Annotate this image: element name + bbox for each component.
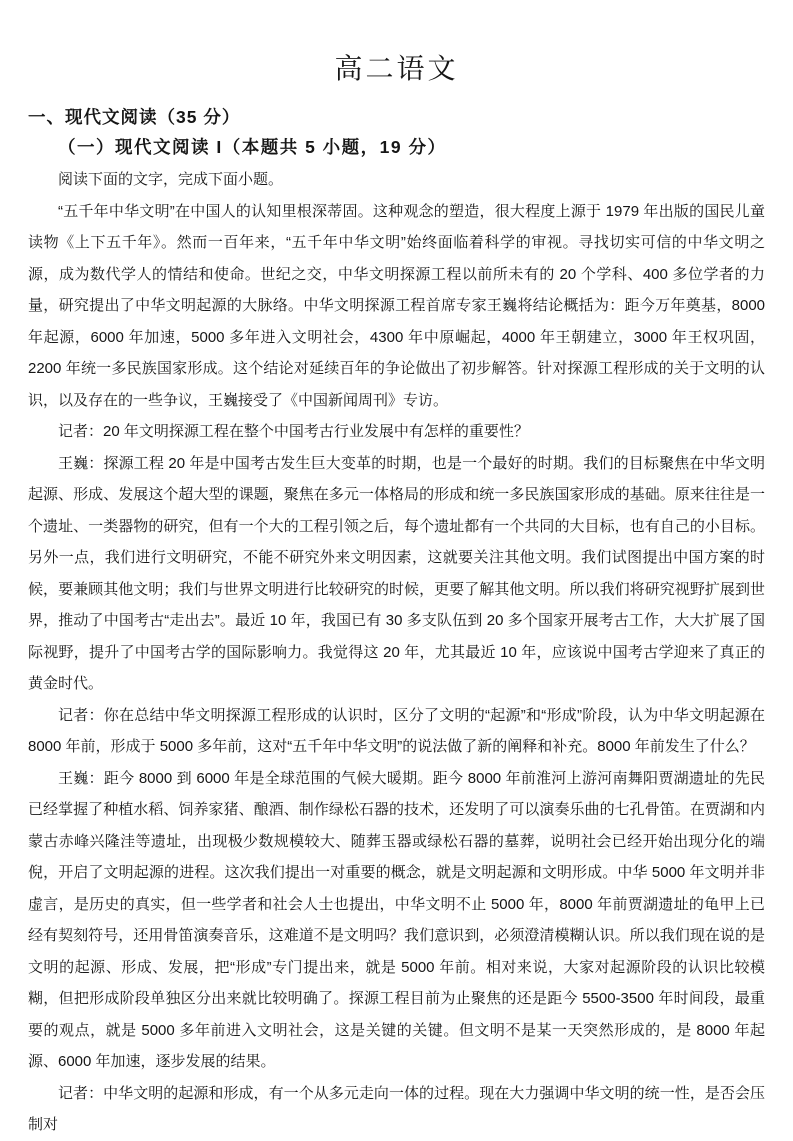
reporter-question-1: 记者：20 年文明探源工程在整个中国考古行业发展中有怎样的重要性？ (58, 423, 529, 440)
page-title: 高二语文 (334, 53, 459, 84)
reporter-question-3: 记者：中华文明的起源和形成，有一个从多元走向一体的过程。现在大力强调中华文明的统一性，是否会压制对 (28, 1084, 765, 1133)
interviewee-answer-1: 王巍：探源工程 20 年是中国考古发生巨大变革的时期，也是一个最好的时期。我们的目标聚焦在中华文明起源、形成、发展这个超大型的课题，聚焦在多元一体格局的形成和统一多民族国家形成的基础。原来往往是一个遗址、一类器物的研究，但有一个大的工程引领之后，每个遗址都有一个共同的大目标，也有自己的小目标。另外一点，我们进行文明研究，不能不研究外来文明因素，这就要关注其他文明。我们试图提出中国方案的时候，要兼顾其他文明；我们与世界文明进行比较研究的时候，更要了解其他文明。所以我们将研究视野扩展到世界，推动了中国考古“走出去”。最近 10 年，我国已有 30 多支队伍到 20 多个国家开展考古工作，大大扩展了国际视野，提升了中国考古学的国际影响力。我觉得这 20 年，尤其最近 10 年，应该说中国考古学迎来了真正的黄金时代。 (28, 454, 765, 692)
reporter-question-2: 记者：你在总结中华文明探源工程形成的认识时，区分了文明的“起源”和“形成”阶段，认为中华文明起源在 8000 年前，形成于 5000 多年前，这对“五千年中华文明”的说法做了新的阐释和补充。8000 年前发生了什么？ (28, 706, 765, 755)
subsection-heading: （一）现代文阅读 I（本题共 5 小题，19 分） (58, 137, 447, 157)
section-heading: 一、现代文阅读（35 分） (28, 107, 241, 127)
intro-paragraph: “五千年中华文明”在中国人的认知里根深蒂固。这种观念的塑造，很大程度上源于 1979 年出版的国民儿童读物《上下五千年》。然而一百年来，“五千年中华文明”始终面临着科学的审视。寻找切实可信的中华文明之源，成为数代学人的情结和使命。世纪之交，中华文明探源工程以前所未有的 20 个学科、400 多位学者的力量，研究提出了中华文明起源的大脉络。中华文明探源工程首席专家王巍将结论概括为：距今万年奠基，8000 年起源，6000 年加速，5000 多年进入文明社会，4300 年中原崛起，4000 年王朝建立，3000 年王权巩固，2200 年统一多民族国家形成。这个结论对延续百年的争论做出了初步解答。针对探源工程形成的关于文明的认识，以及存在的一些争议，王巍接受了《中国新闻周刊》专访。 (28, 202, 765, 409)
instruction-text: 阅读下面的文字，完成下面小题。 (58, 171, 284, 188)
interviewee-answer-2: 王巍：距今 8000 到 6000 年是全球范围的气候大暖期。距今 8000 年前淮河上游河南舞阳贾湖遗址的先民已经掌握了种植水稻、饲养家猪、酿酒、制作绿松石器的技术，还发明了可以演奏乐曲的七孔骨笛。在贾湖和内蒙古赤峰兴隆洼等遗址，出现极少数规模较大、随葬玉器或绿松石器的墓葬，说明社会已经开始出现分化的端倪，开启了文明起源的进程。这次我们提出一对重要的概念，就是文明起源和文明形成。中华 5000 年文明并非虚言，是历史的真实，但一些学者和社会人士也提出，中华文明不止 5000 年，8000 年前贾湖遗址的龟甲上已经有契刻符号，还用骨笛演奏音乐，这难道不是文明吗？我们意识到，必须澄清模糊认识。所以我们现在说的是文明的起源、形成、发展，把“形成”专门提出来，就是 5000 年前。相对来说，大家对起源阶段的认识比较模糊，但把形成阶段单独区分出来就比较明确了。探源工程目前为止聚焦的还是距今 5500-3500 年时间段，最重要的观点，就是 5000 多年前进入文明社会，这是关键的关键。但文明不是某一天突然形成的，是 8000 年起源、6000 年加速，逐步发展的结果。 (28, 769, 765, 1070)
